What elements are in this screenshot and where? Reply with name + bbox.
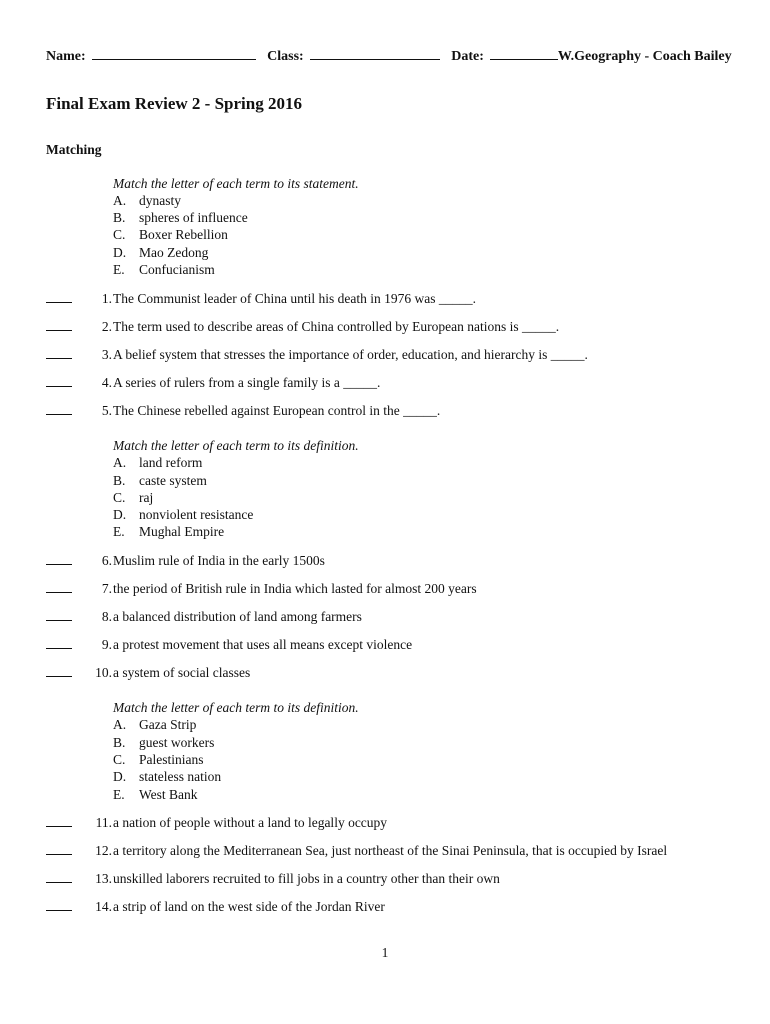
option-text: Gaza Strip — [139, 717, 197, 732]
question-row — [46, 375, 381, 391]
question-row — [46, 581, 477, 597]
question-text: a balanced distribution of land among farmers — [113, 609, 362, 624]
option-letter: C. — [113, 227, 126, 242]
question-text: a system of social classes — [113, 665, 251, 680]
page-number: 1 — [381, 945, 389, 960]
question-text: a strip of land on the west side of the Jordan River — [113, 899, 385, 914]
question-row — [46, 637, 413, 653]
option-item — [113, 473, 207, 489]
option-letter: C. — [113, 752, 126, 767]
answer-blank[interactable] — [46, 610, 72, 621]
date-field[interactable] — [490, 47, 558, 60]
question-text: the period of British rule in India which lasted for almost 200 years — [113, 581, 477, 596]
question-row — [46, 291, 476, 307]
page-title: Final Exam Review 2 - Spring 2016 — [46, 94, 302, 113]
answer-blank[interactable] — [46, 404, 72, 415]
question-text: a protest movement that uses all means except violence — [113, 637, 413, 652]
answer-blank[interactable] — [46, 376, 72, 387]
course-label: W.Geography - Coach Bailey — [557, 49, 732, 64]
option-text: raj — [139, 490, 154, 505]
answer-blank[interactable] — [46, 872, 72, 883]
name-label: Name: — [46, 49, 86, 64]
option-letter: D. — [113, 769, 127, 784]
answer-blank[interactable] — [46, 816, 72, 827]
question-number: 14. — [95, 899, 112, 914]
option-item — [113, 455, 202, 471]
question-text: The Chinese rebelled against European control in the _____. — [113, 403, 441, 418]
question-number: 7. — [101, 581, 112, 596]
question-number: 12. — [95, 843, 112, 858]
question-text: a territory along the Mediterranean Sea, just northeast of the Sinai Peninsula, that is occupied by Israel — [113, 843, 668, 858]
question-number: 6. — [101, 553, 112, 568]
answer-blank[interactable] — [46, 582, 72, 593]
question-number: 13. — [95, 871, 112, 886]
question-text: The Communist leader of China until his death in 1976 was _____. — [113, 291, 476, 306]
option-text: nonviolent resistance — [139, 507, 254, 522]
answer-blank[interactable] — [46, 844, 72, 855]
option-text: land reform — [139, 455, 203, 470]
option-letter: A. — [113, 455, 127, 470]
group-instruction: Match the letter of each term to its statement. — [113, 176, 359, 191]
option-item — [113, 717, 196, 733]
question-text: A belief system that stresses the importance of order, education, and hierarchy is _____. — [113, 347, 588, 362]
option-item — [113, 245, 208, 261]
option-item — [113, 787, 198, 803]
question-text: Muslim rule of India in the early 1500s — [113, 553, 325, 568]
answer-blank[interactable] — [46, 554, 72, 565]
question-row — [46, 403, 441, 419]
option-text: guest workers — [139, 735, 215, 750]
option-text: stateless nation — [139, 769, 222, 784]
question-text: The term used to describe areas of China controlled by European nations is _____. — [113, 319, 560, 334]
date-label: Date: — [451, 49, 484, 64]
question-row — [46, 609, 362, 625]
option-letter: A. — [113, 717, 127, 732]
option-letter: D. — [113, 507, 127, 522]
answer-blank[interactable] — [46, 292, 72, 303]
option-text: West Bank — [139, 787, 198, 802]
option-item — [113, 735, 214, 751]
question-number: 2. — [101, 319, 112, 334]
option-letter: C. — [113, 490, 126, 505]
question-number: 5. — [101, 403, 112, 418]
option-letter: B. — [113, 210, 126, 225]
question-number: 3. — [101, 347, 112, 362]
question-row — [46, 815, 388, 831]
option-item — [113, 524, 224, 540]
question-text: unskilled laborers recruited to fill jobs in a country other than their own — [113, 871, 500, 886]
answer-blank[interactable] — [46, 900, 72, 911]
option-letter: D. — [113, 245, 127, 260]
option-item — [113, 769, 221, 785]
option-text: Mao Zedong — [139, 245, 209, 260]
question-number: 1. — [101, 291, 112, 306]
question-row — [46, 843, 668, 859]
question-row — [46, 899, 385, 915]
question-number: 10. — [95, 665, 112, 680]
option-item — [113, 490, 153, 506]
option-item — [113, 262, 215, 278]
class-label: Class: — [267, 49, 304, 64]
answer-blank[interactable] — [46, 638, 72, 649]
question-row — [46, 319, 560, 335]
option-item — [113, 193, 181, 209]
answer-blank[interactable] — [46, 320, 72, 331]
option-text: Mughal Empire — [139, 524, 225, 539]
option-letter: B. — [113, 735, 126, 750]
option-text: Boxer Rebellion — [139, 227, 228, 242]
header — [46, 47, 732, 65]
group-instruction: Match the letter of each term to its definition. — [113, 700, 359, 715]
answer-blank[interactable] — [46, 348, 72, 359]
section-heading: Matching — [46, 142, 102, 157]
option-item — [113, 507, 253, 523]
question-number: 8. — [101, 609, 112, 624]
option-item — [113, 227, 228, 243]
question-number: 9. — [101, 637, 112, 652]
option-item — [113, 752, 204, 768]
question-text: A series of rulers from a single family is a _____. — [113, 375, 381, 390]
option-letter: E. — [113, 787, 125, 802]
question-row — [46, 347, 588, 363]
question-text: a nation of people without a land to legally occupy — [113, 815, 388, 830]
answer-blank[interactable] — [46, 666, 72, 677]
option-text: caste system — [139, 473, 207, 488]
question-row — [46, 665, 251, 681]
option-item — [113, 210, 248, 226]
question-row — [46, 553, 325, 569]
option-text: spheres of influence — [139, 210, 248, 225]
option-letter: B. — [113, 473, 126, 488]
option-letter: E. — [113, 524, 125, 539]
group-instruction: Match the letter of each term to its definition. — [113, 438, 359, 453]
option-letter: E. — [113, 262, 125, 277]
option-letter: A. — [113, 193, 127, 208]
question-number: 4. — [101, 375, 112, 390]
name-field[interactable] — [92, 47, 256, 60]
question-row — [46, 871, 500, 887]
class-field[interactable] — [310, 47, 440, 60]
question-number: 11. — [95, 815, 112, 830]
option-text: Confucianism — [139, 262, 215, 277]
option-text: dynasty — [139, 193, 181, 208]
option-text: Palestinians — [139, 752, 204, 767]
